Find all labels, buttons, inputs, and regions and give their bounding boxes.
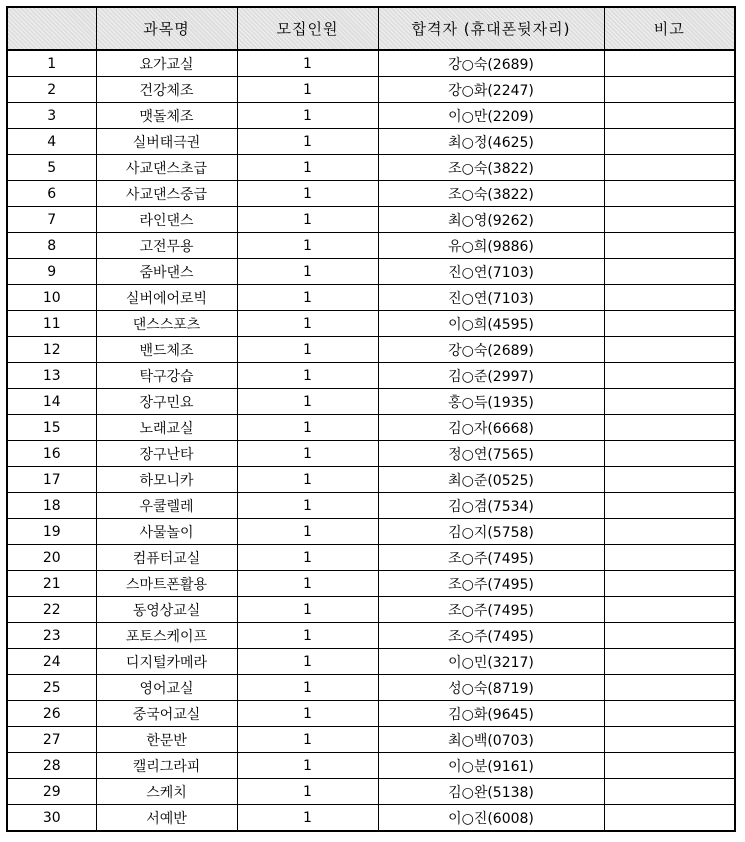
remarks-cell: [604, 129, 735, 155]
row-number-cell: 12: [7, 337, 96, 363]
row-number-cell: 18: [7, 493, 96, 519]
capacity-cell: 1: [237, 155, 378, 181]
table-row: [7, 233, 735, 259]
accepted-person-cell: 성○숙(8719): [378, 675, 604, 701]
remarks-cell: [604, 363, 735, 389]
table-row: [7, 311, 735, 337]
capacity-cell: 1: [237, 259, 378, 285]
remarks-cell: [604, 441, 735, 467]
accepted-person-cell: 진○연(7103): [378, 285, 604, 311]
remarks-cell: [604, 753, 735, 779]
accepted-person-cell: 최○영(9262): [378, 207, 604, 233]
row-number-cell: 1: [7, 50, 96, 77]
course-name-cell: 실버에어로빅: [96, 285, 237, 311]
header-course-name: 과목명: [96, 7, 237, 50]
accepted-person-cell: 이○진(6008): [378, 805, 604, 832]
remarks-cell: [604, 805, 735, 832]
remarks-cell: [604, 545, 735, 571]
row-number-cell: 20: [7, 545, 96, 571]
capacity-cell: 1: [237, 597, 378, 623]
course-name-cell: 컴퓨터교실: [96, 545, 237, 571]
row-number-cell: 13: [7, 363, 96, 389]
course-name-cell: 캘리그라피: [96, 753, 237, 779]
table-row: [7, 77, 735, 103]
accepted-person-cell: 최○정(4625): [378, 129, 604, 155]
table-row: [7, 129, 735, 155]
table-row: [7, 103, 735, 129]
row-number-cell: 30: [7, 805, 96, 832]
table-row: [7, 753, 735, 779]
course-name-cell: 스마트폰활용: [96, 571, 237, 597]
capacity-cell: 1: [237, 311, 378, 337]
course-name-cell: 디지털카메라: [96, 649, 237, 675]
table-row: [7, 259, 735, 285]
capacity-cell: 1: [237, 571, 378, 597]
table-row: [7, 597, 735, 623]
table-row: [7, 701, 735, 727]
table-row: [7, 50, 735, 77]
accepted-person-cell: 이○민(3217): [378, 649, 604, 675]
row-number-cell: 15: [7, 415, 96, 441]
row-number-cell: 5: [7, 155, 96, 181]
course-name-cell: 노래교실: [96, 415, 237, 441]
course-name-cell: 중국어교실: [96, 701, 237, 727]
accepted-person-cell: 김○지(5758): [378, 519, 604, 545]
remarks-cell: [604, 701, 735, 727]
capacity-cell: 1: [237, 467, 378, 493]
remarks-cell: [604, 233, 735, 259]
course-name-cell: 하모니카: [96, 467, 237, 493]
row-number-cell: 28: [7, 753, 96, 779]
table-row: [7, 805, 735, 832]
row-number-cell: 17: [7, 467, 96, 493]
table-row: [7, 675, 735, 701]
capacity-cell: 1: [237, 805, 378, 832]
table-row: [7, 545, 735, 571]
capacity-cell: 1: [237, 77, 378, 103]
remarks-cell: [604, 727, 735, 753]
row-number-cell: 3: [7, 103, 96, 129]
course-name-cell: 장구민요: [96, 389, 237, 415]
course-name-cell: 장구난타: [96, 441, 237, 467]
course-name-cell: 건강체조: [96, 77, 237, 103]
capacity-cell: 1: [237, 181, 378, 207]
capacity-cell: 1: [237, 701, 378, 727]
capacity-cell: 1: [237, 545, 378, 571]
remarks-cell: [604, 415, 735, 441]
row-number-cell: 27: [7, 727, 96, 753]
row-number-cell: 25: [7, 675, 96, 701]
accepted-person-cell: 강○화(2247): [378, 77, 604, 103]
course-name-cell: 한문반: [96, 727, 237, 753]
table-row: [7, 181, 735, 207]
row-number-cell: 26: [7, 701, 96, 727]
row-number-cell: 22: [7, 597, 96, 623]
course-name-cell: 요가교실: [96, 50, 237, 77]
table-row: [7, 441, 735, 467]
table-row: [7, 493, 735, 519]
table-row: [7, 285, 735, 311]
accepted-person-cell: 최○백(0703): [378, 727, 604, 753]
header-accepted: 합격자 (휴대폰뒷자리): [378, 7, 604, 50]
header-capacity: 모집인원: [237, 7, 378, 50]
capacity-cell: 1: [237, 779, 378, 805]
remarks-cell: [604, 779, 735, 805]
course-name-cell: 맷돌체조: [96, 103, 237, 129]
row-number-cell: 7: [7, 207, 96, 233]
capacity-cell: 1: [237, 623, 378, 649]
remarks-cell: [604, 259, 735, 285]
row-number-cell: 8: [7, 233, 96, 259]
row-number-cell: 19: [7, 519, 96, 545]
row-number-cell: 11: [7, 311, 96, 337]
remarks-cell: [604, 519, 735, 545]
capacity-cell: 1: [237, 389, 378, 415]
table-row: [7, 623, 735, 649]
capacity-cell: 1: [237, 493, 378, 519]
remarks-cell: [604, 311, 735, 337]
accepted-person-cell: 김○화(9645): [378, 701, 604, 727]
table-row: [7, 389, 735, 415]
accepted-person-cell: 조○주(7495): [378, 597, 604, 623]
accepted-person-cell: 조○주(7495): [378, 571, 604, 597]
accepted-person-cell: 조○숙(3822): [378, 155, 604, 181]
remarks-cell: [604, 649, 735, 675]
course-name-cell: 영어교실: [96, 675, 237, 701]
accepted-person-cell: 강○숙(2689): [378, 50, 604, 77]
remarks-cell: [604, 467, 735, 493]
course-name-cell: 줌바댄스: [96, 259, 237, 285]
results-table-container: [6, 6, 736, 832]
results-table: [6, 6, 736, 832]
course-name-cell: 서예반: [96, 805, 237, 832]
course-name-cell: 우쿨렐레: [96, 493, 237, 519]
accepted-person-cell: 김○겸(7534): [378, 493, 604, 519]
accepted-person-cell: 진○연(7103): [378, 259, 604, 285]
capacity-cell: 1: [237, 50, 378, 77]
capacity-cell: 1: [237, 337, 378, 363]
remarks-cell: [604, 337, 735, 363]
remarks-cell: [604, 50, 735, 77]
remarks-cell: [604, 155, 735, 181]
remarks-cell: [604, 181, 735, 207]
course-name-cell: 동영상교실: [96, 597, 237, 623]
accepted-person-cell: 조○숙(3822): [378, 181, 604, 207]
remarks-cell: [604, 285, 735, 311]
capacity-cell: 1: [237, 233, 378, 259]
course-name-cell: 탁구강습: [96, 363, 237, 389]
remarks-cell: [604, 623, 735, 649]
capacity-cell: 1: [237, 519, 378, 545]
table-row: [7, 649, 735, 675]
capacity-cell: 1: [237, 727, 378, 753]
capacity-cell: 1: [237, 363, 378, 389]
row-number-cell: 2: [7, 77, 96, 103]
row-number-cell: 9: [7, 259, 96, 285]
course-name-cell: 댄스스포츠: [96, 311, 237, 337]
row-number-cell: 23: [7, 623, 96, 649]
row-number-cell: 24: [7, 649, 96, 675]
accepted-person-cell: 강○숙(2689): [378, 337, 604, 363]
table-row: [7, 467, 735, 493]
accepted-person-cell: 조○주(7495): [378, 623, 604, 649]
table-row: [7, 519, 735, 545]
table-body: [7, 50, 735, 831]
capacity-cell: 1: [237, 753, 378, 779]
course-name-cell: 포토스케이프: [96, 623, 237, 649]
accepted-person-cell: 이○희(4595): [378, 311, 604, 337]
table-row: [7, 337, 735, 363]
row-number-cell: 29: [7, 779, 96, 805]
accepted-person-cell: 김○자(6668): [378, 415, 604, 441]
course-name-cell: 사물놀이: [96, 519, 237, 545]
capacity-cell: 1: [237, 649, 378, 675]
remarks-cell: [604, 207, 735, 233]
table-row: [7, 571, 735, 597]
table-row: [7, 727, 735, 753]
remarks-cell: [604, 571, 735, 597]
remarks-cell: [604, 597, 735, 623]
remarks-cell: [604, 389, 735, 415]
table-row: [7, 779, 735, 805]
row-number-cell: 16: [7, 441, 96, 467]
table-row: [7, 415, 735, 441]
remarks-cell: [604, 675, 735, 701]
header-number: [7, 7, 96, 50]
row-number-cell: 14: [7, 389, 96, 415]
accepted-person-cell: 이○만(2209): [378, 103, 604, 129]
table-row: [7, 155, 735, 181]
row-number-cell: 4: [7, 129, 96, 155]
table-row: [7, 207, 735, 233]
row-number-cell: 10: [7, 285, 96, 311]
accepted-person-cell: 유○희(9886): [378, 233, 604, 259]
remarks-cell: [604, 493, 735, 519]
accepted-person-cell: 홍○득(1935): [378, 389, 604, 415]
header-row: [7, 7, 735, 50]
capacity-cell: 1: [237, 441, 378, 467]
course-name-cell: 사교댄스중급: [96, 181, 237, 207]
accepted-person-cell: 조○주(7495): [378, 545, 604, 571]
remarks-cell: [604, 77, 735, 103]
course-name-cell: 실버태극권: [96, 129, 237, 155]
accepted-person-cell: 김○완(5138): [378, 779, 604, 805]
remarks-cell: [604, 103, 735, 129]
header-remarks: 비고: [604, 7, 735, 50]
capacity-cell: 1: [237, 207, 378, 233]
row-number-cell: 6: [7, 181, 96, 207]
accepted-person-cell: 최○준(0525): [378, 467, 604, 493]
capacity-cell: 1: [237, 285, 378, 311]
accepted-person-cell: 김○준(2997): [378, 363, 604, 389]
table-row: [7, 363, 735, 389]
capacity-cell: 1: [237, 103, 378, 129]
table-header: [7, 7, 735, 50]
course-name-cell: 밴드체조: [96, 337, 237, 363]
course-name-cell: 사교댄스초급: [96, 155, 237, 181]
accepted-person-cell: 정○연(7565): [378, 441, 604, 467]
capacity-cell: 1: [237, 675, 378, 701]
course-name-cell: 라인댄스: [96, 207, 237, 233]
course-name-cell: 스케치: [96, 779, 237, 805]
accepted-person-cell: 이○분(9161): [378, 753, 604, 779]
capacity-cell: 1: [237, 129, 378, 155]
capacity-cell: 1: [237, 415, 378, 441]
course-name-cell: 고전무용: [96, 233, 237, 259]
row-number-cell: 21: [7, 571, 96, 597]
